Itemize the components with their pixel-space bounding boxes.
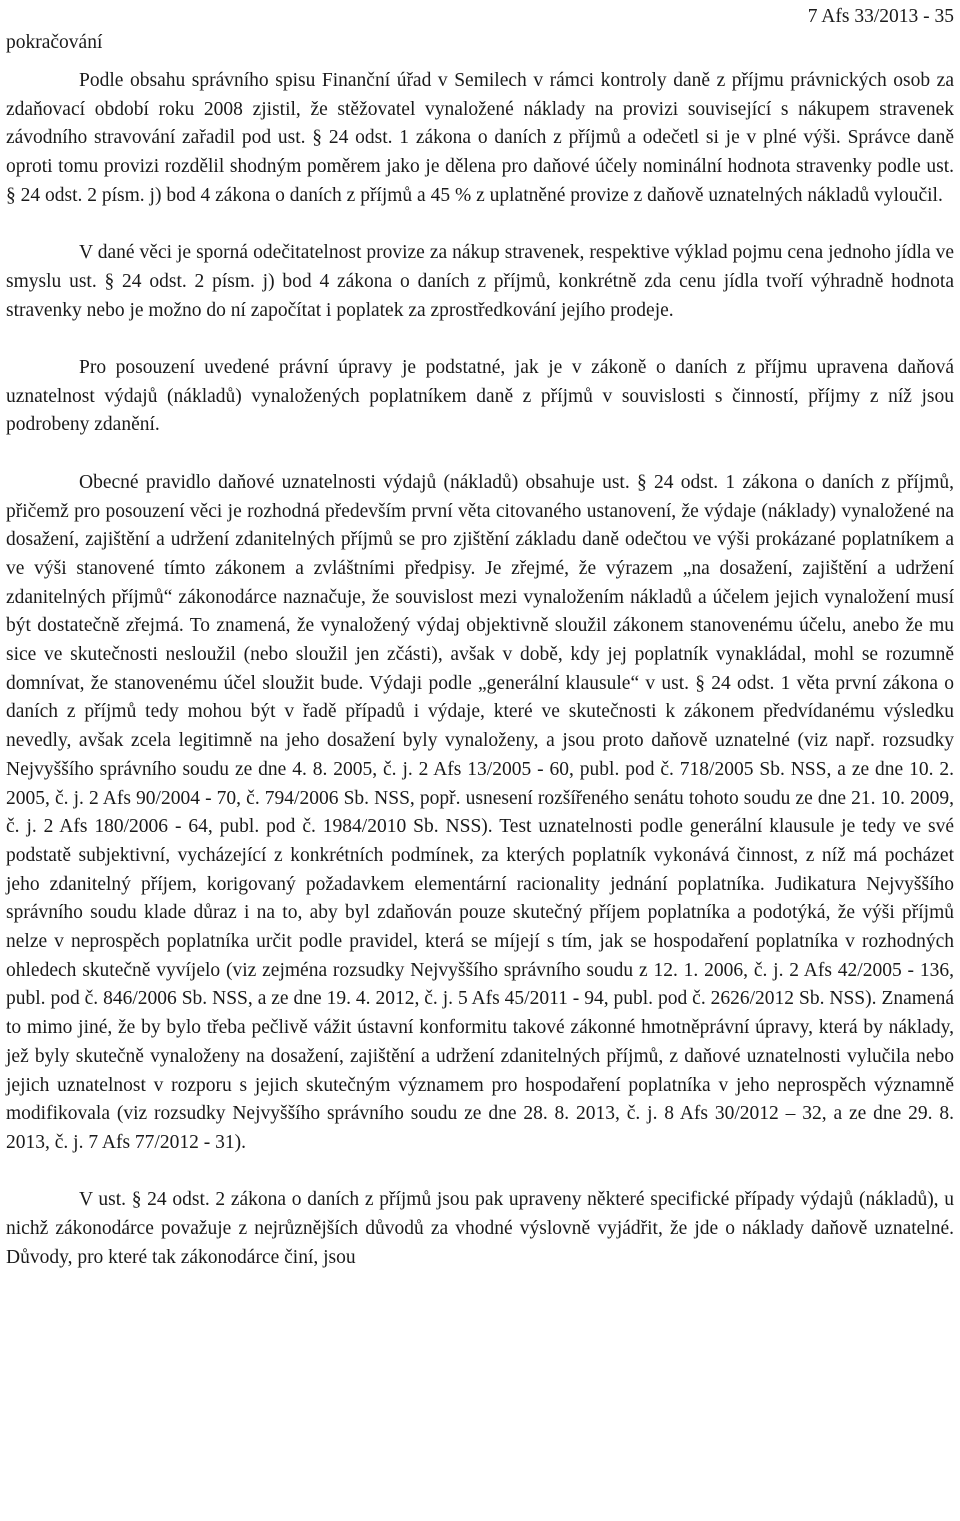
- paragraph-2: V dané věci je sporná odečitatelnost provize za nákup stravenek, respektive výklad pojmu cena jednoho jídla ve smyslu ust. § 24 odst. 2 písm. j) bod 4 zákona o daních z příjmů, konkrétně zda cenu jídla tvoří výhradně hodnota stravenky nebo je možno do ní započítat i poplatek za zprostředkování jejího prodeje.: [6, 242, 954, 321]
- paragraph-5: V ust. § 24 odst. 2 zákona o daních z příjmů jsou pak upraveny některé specifické případy výdajů (nákladů), u nichž zákonodárce považuje z nejrůznějších důvodů za vhodné výslovně vyjádřit, že jde o náklady daňově uznatelné. Důvody, pro které tak zákonodárce činí, jsou: [6, 1189, 954, 1268]
- paragraph-4: Obecné pravidlo daňové uznatelnosti výdajů (nákladů) obsahuje ust. § 24 odst. 1 zákona o daních z příjmů, přičemž pro posouzení věci je rozhodná především první věta citovaného ustanovení, že výdaje (náklady) vynaložené na dosažení, zajištění a udržení zdanitelných příjmů se pro zjištění základu daně odečtou ve výši prokázané poplatníkem a ve výši stanovené tímto zákonem a zvláštními předpisy. Je zřejmé, že výrazem „na dosažení, zajištění a udržení zdanitelných příjmů“ zákonodárce naznačuje, že souvislost mezi vynaložením nákladů a účelem jejich vynaložení musí být dostatečně zřejmá. To znamená, že vynaložený výdaj objektivně sloužil zákonem stanovenému účelu, anebo že mu sice ve skutečnosti nesloužil (nebo sloužil jen zčásti), avšak v době, kdy jej poplatník vynakládal, mohl se rozumně domnívat, že stanovenému účel sloužit bude. Výdaji podle „generální klausule“ v ust. § 24 odst. 1 věta první zákona o daních z příjmů tedy mohou být v řadě případů i výdaje, které ve skutečnosti k zákonem předvídanému výsledku nevedly, avšak zcela legitimně na jeho dosažení byly vynaloženy, a jsou proto daňově uznatelné (viz např. rozsudky Nejvyššího správního soudu ze dne 4. 8. 2005, č. j. 2 Afs 13/2005 - 60, publ. pod č. 718/2005 Sb. NSS, a ze dne 10. 2. 2005, č. j. 2 Afs 90/2004 - 70, č. 794/2006 Sb. NSS, popř. usnesení rozšířeného senátu tohoto soudu ze dne 21. 10. 2009, č. j. 2 Afs 180/2006 - 64, publ. pod č. 1984/2010 Sb. NSS). Test uznatelnosti podle generální klausule je tedy ve své podstatě subjektivní, vycházející z konkrétních podmínek, za kterých poplatník vykonává činnost, z níž má pocházet jeho zdanitelný příjem, korigovaný požadavkem elementární racionality jednání poplatníka. Judikatura Nejvyššího správního soudu klade důraz i na to, aby byl zdaňován pouze skutečný příjem poplatníka a podotýká, že výši příjmů nelze v neprospěch poplatníka určit podle pravidel, která se míjejí s tím, jak se hospodaření poplatníka v rozhodných ohledech skutečně vyvíjelo (viz zejména rozsudky Nejvyššího správního soudu z 12. 1. 2006, č. j. 2 Afs 42/2005 - 136, publ. pod č. 846/2006 Sb. NSS, a ze dne 19. 4. 2012, č. j. 5 Afs 45/2011 - 94, publ. pod č. 2626/2012 Sb. NSS). Znamená to mimo jiné, že by bylo třeba pečlivě vážit ústavní konformitu takové zákonné hmotněprávní úpravy, která by náklady, jež byly skutečně vynaloženy na dosažení, zajištění a udržení zdanitelných příjmů, z daňové uznatelnosti vylučila nebo jejich uznatelnost v rozporu s jejich skutečným významem pro hospodaření poplatníka v jeho neprospěch významně modifikovala (viz rozsudky Nejvyššího správního soudu ze dne 28. 8. 2013, č. j. 8 Afs 30/2012 – 32, a ze dne 29. 8. 2013, č. j. 7 Afs 77/2012 - 31).: [6, 471, 954, 1153]
- paragraph-1: Podle obsahu správního spisu Finanční úřad v Semilech v rámci kontroly daně z příjmu právnických osob za zdaňovací období roku 2008 zjistil, že stěžovatel vynaložené náklady na provizi související s nákupem stravenek závodního stravování zařadil pod ust. § 24 odst. 1 zákona o daních z příjmů a odečetl si je v plné výši. Správce daně oproti tomu provizi rozdělil shodným poměrem jako je dělena pro daňové účely nominální hodnota stravenky podle ust. § 24 odst. 2 písm. j) bod 4 zákona o daních z příjmů a 45 % z uplatněné provize z daňově uznatelných nákladů vyloučil.: [6, 70, 954, 206]
- page-header: [6, 0, 954, 60]
- document-page: [6, 0, 954, 1272]
- paragraph-3: Pro posouzení uvedené právní úpravy je podstatné, jak je v zákoně o daních z příjmu upravena daňová uznatelnost výdajů (nákladů) vynaložených poplatníkem daně z příjmů v souvislosti s činností, příjmy z níž jsou podrobeny zdanění.: [6, 357, 954, 436]
- continuation-label: pokračování: [6, 32, 103, 53]
- case-number: 7 Afs 33/2013 - 35: [807, 6, 954, 27]
